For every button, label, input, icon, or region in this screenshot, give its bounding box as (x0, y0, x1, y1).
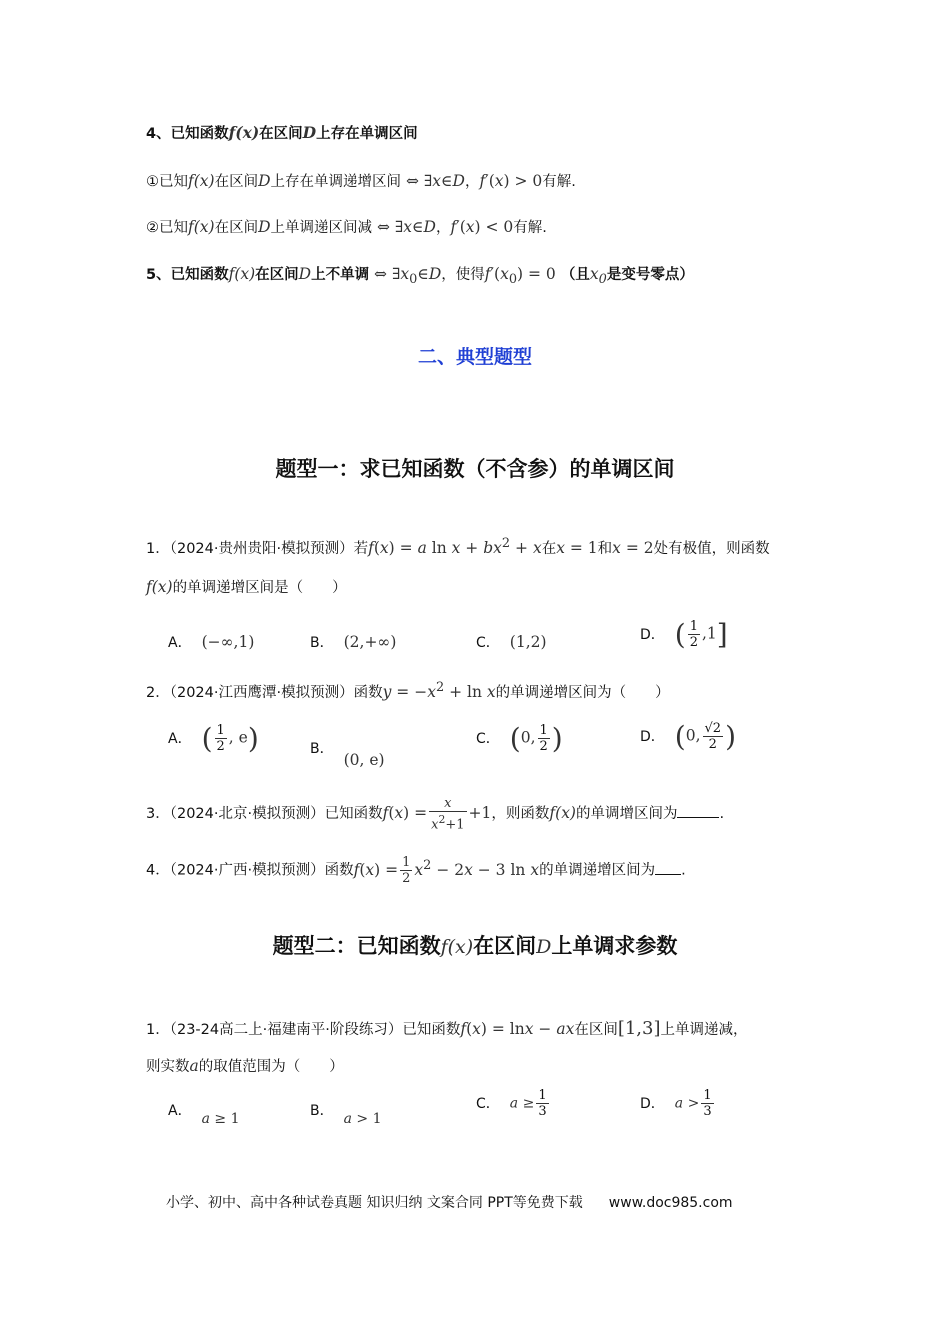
math-fx: f(x) (228, 123, 260, 142)
option-label: D． (640, 728, 665, 745)
math-y-def: $y = -x^2 + \ln x$ (382, 680, 496, 702)
fact-4b: ②已知f(x)在区间D上单调递区间减 ⇔ ∃x∈D，f′(x) < 0有解. (146, 218, 547, 236)
fact-4-prefix: 4、已知函数 (146, 126, 229, 142)
math-fx-def: f(x) = lnx − ax (460, 1020, 575, 1038)
fact-4b-suffix: 上单调递区间减 (270, 220, 373, 236)
option-b[interactable] (310, 632, 396, 652)
question-source: （2024·广西·模拟预测）函数 (169, 862, 354, 879)
fact-4-mid: 在区间 (259, 126, 303, 142)
fact-5-mid: 在区间 (255, 267, 299, 283)
fact-5-get: ，使得 (441, 267, 485, 283)
math-fx: f(x) (188, 172, 215, 190)
fact-4a-end: 有解. (542, 174, 576, 190)
option-math: a > (674, 1095, 700, 1112)
math-fx-def: f(x) = a $\ln x + bx^2 + x$ (368, 536, 542, 558)
option-math: a ≥ (509, 1095, 535, 1112)
type1-heading: 题型一：求已知函数（不含参）的单调区间 (275, 457, 675, 481)
type1-q4 (146, 855, 686, 886)
math-D: D (258, 172, 271, 190)
question-text: 的单调递增区间为 (539, 862, 656, 879)
type2-q1-line2 (146, 1055, 344, 1076)
question-source: （2024·北京·模拟预测）已知函数 (169, 806, 383, 823)
answer-blank[interactable] (677, 805, 719, 818)
type2-heading (0, 930, 950, 960)
type2-heading-a: 题型二：已知函数 (272, 934, 441, 958)
fact-5-note-a: （且 (560, 267, 590, 283)
math-fx-def: f(x) = $\frac{x}{x^2+1}$ +1 (382, 796, 492, 833)
fact-4a-suffix: 上存在单调递增区间 (270, 174, 402, 190)
question-text: 的单调递增区间为（ ） (495, 685, 670, 702)
math-fx: f(x) (440, 936, 474, 958)
fact-4b-prefix: ②已知 (146, 220, 188, 236)
option-c[interactable]: C． a ≥ $\frac{1}{3}$ (476, 1088, 547, 1119)
question-text: 处有极值，则函数 (653, 541, 770, 558)
math-x-eq-1: x = 1 (556, 539, 598, 558)
question-number: 2． (146, 685, 170, 702)
question-text: 的单调递增区间是（ ） (172, 580, 347, 596)
type2-heading-c: 上单调求参数 (551, 934, 678, 958)
option-label: B． (310, 1103, 334, 1119)
option-a[interactable]: A． ( $\frac{1}{2}$ , e) (168, 722, 259, 755)
math-exists: ⇔ ∃x∈D (372, 218, 436, 236)
question-number: 3． (146, 806, 170, 823)
math-derivative-zero: $f'(x_0) = 0$ (484, 265, 556, 288)
option-label: A． (168, 635, 192, 651)
fact-4a-prefix: ①已知 (146, 174, 188, 190)
option-label: C． (476, 635, 500, 651)
option-label: D． (640, 1095, 665, 1112)
math-D: D (258, 218, 271, 236)
option-label: B． (310, 741, 334, 757)
math-fx: f(x) (549, 804, 576, 823)
option-math: (−∞,1) (201, 633, 255, 651)
question-number: 1． (146, 541, 170, 558)
fact-5-suffix: 上不单调 (311, 267, 370, 283)
math-fx: f(x) (188, 218, 215, 236)
math-exists: ⇔ ∃x∈D (401, 172, 465, 190)
math-interval: [1,3] (617, 1018, 661, 1039)
question-source: （2024·江西鹰潭·模拟预测）函数 (169, 685, 383, 702)
option-label: A． (168, 730, 192, 747)
option-label: D． (640, 626, 665, 643)
option-b[interactable] (310, 1100, 382, 1127)
option-d[interactable]: D． (0, $\frac{√2}{2}$ ) (640, 720, 737, 753)
math-x-eq-2: x = 2 (612, 539, 654, 558)
math-fx-def: f(x) = $\frac{1}{2}$ $x^2 - 2x - 3$ ln x (353, 855, 540, 886)
fact-4b-end: 有解. (513, 220, 547, 236)
option-math: (0, e) (343, 751, 385, 769)
question-text: 在 (541, 541, 557, 558)
option-d[interactable]: D． ( $\frac{1}{2}$ ,1] (640, 618, 728, 651)
fact-4 (146, 122, 418, 143)
question-source: （2024·贵州贵阳·模拟预测）若 (169, 541, 369, 558)
option-math: a ≥ 1 (201, 1111, 240, 1127)
question-number: 4． (146, 862, 170, 879)
option-b[interactable] (310, 738, 385, 769)
fact-5-prefix: 5、已知函数 (146, 267, 229, 283)
option-math: (1,2) (509, 633, 547, 651)
question-text: 在区间 (574, 1022, 618, 1038)
option-a[interactable] (168, 1100, 240, 1127)
math-fx: f(x) (146, 578, 173, 596)
option-a[interactable] (168, 632, 254, 652)
option-math: (2,+∞) (343, 633, 397, 651)
question-text: 的单调增区间为 (575, 806, 678, 823)
math-derivative-neg: f′(x) < 0 (450, 218, 514, 236)
section-title: 二、典型题型 (417, 346, 532, 368)
question-text: 则实数 (146, 1059, 190, 1075)
fact-4-suffix: 上存在单调区间 (316, 126, 418, 142)
type1-q1-line2 (146, 576, 347, 597)
type1-q2-line1 (146, 680, 670, 702)
question-end: . (681, 862, 686, 879)
type2-heading-b: 在区间 (473, 934, 537, 958)
type2-q1-line1 (146, 1018, 748, 1039)
fact-4b-mid: 在区间 (214, 220, 259, 236)
option-math: a > 1 (343, 1111, 382, 1127)
footer-text: 小学、初中、高中各种试卷真题 知识归纳 文案合同 PPT等免费下载 (166, 1195, 583, 1211)
fact-5 (146, 263, 694, 287)
fact-4a-mid: 在区间 (214, 174, 259, 190)
question-end: . (719, 806, 725, 823)
type1-q3 (146, 796, 724, 832)
question-text: 和 (597, 541, 613, 558)
option-c[interactable] (476, 632, 547, 652)
math-derivative-pos: f′(x) > 0 (479, 172, 543, 190)
fact-4a: ①已知f(x)在区间D上存在单调递增区间 ⇔ ∃x∈D，f′(x) > 0有解. (146, 172, 576, 190)
footer (166, 1192, 733, 1212)
option-c[interactable]: C． (0, $\frac{1}{2}$ ) (476, 722, 563, 755)
type1-q1-line1 (146, 536, 770, 558)
math-D: D (298, 265, 312, 283)
option-label: C． (476, 730, 500, 747)
math-fx: f(x) (228, 265, 256, 283)
question-text: 的取值范围为（ ） (198, 1059, 344, 1075)
question-source: （23-24高二上·福建南平·阶段练习）已知函数 (169, 1022, 461, 1038)
math-D: D (302, 123, 317, 142)
question-text: 上单调递减， (660, 1022, 748, 1038)
option-label: B． (310, 635, 334, 651)
math-x0: $x_0$ (589, 265, 607, 288)
footer-url[interactable]: www.doc985.com (608, 1195, 733, 1211)
question-text: ，则函数 (491, 806, 550, 823)
math-D: D (536, 936, 552, 958)
option-label: C． (476, 1095, 500, 1112)
answer-blank[interactable] (655, 862, 681, 875)
option-label: A． (168, 1103, 192, 1119)
fact-5-note-b: 是变号零点） (606, 267, 694, 283)
math-a: a (189, 1057, 199, 1075)
option-d[interactable]: D． a > $\frac{1}{3}$ (640, 1088, 712, 1119)
math-exists-x0: ⇔ $\exists x_0\in D$ (369, 265, 442, 288)
question-number: 1． (146, 1022, 170, 1038)
